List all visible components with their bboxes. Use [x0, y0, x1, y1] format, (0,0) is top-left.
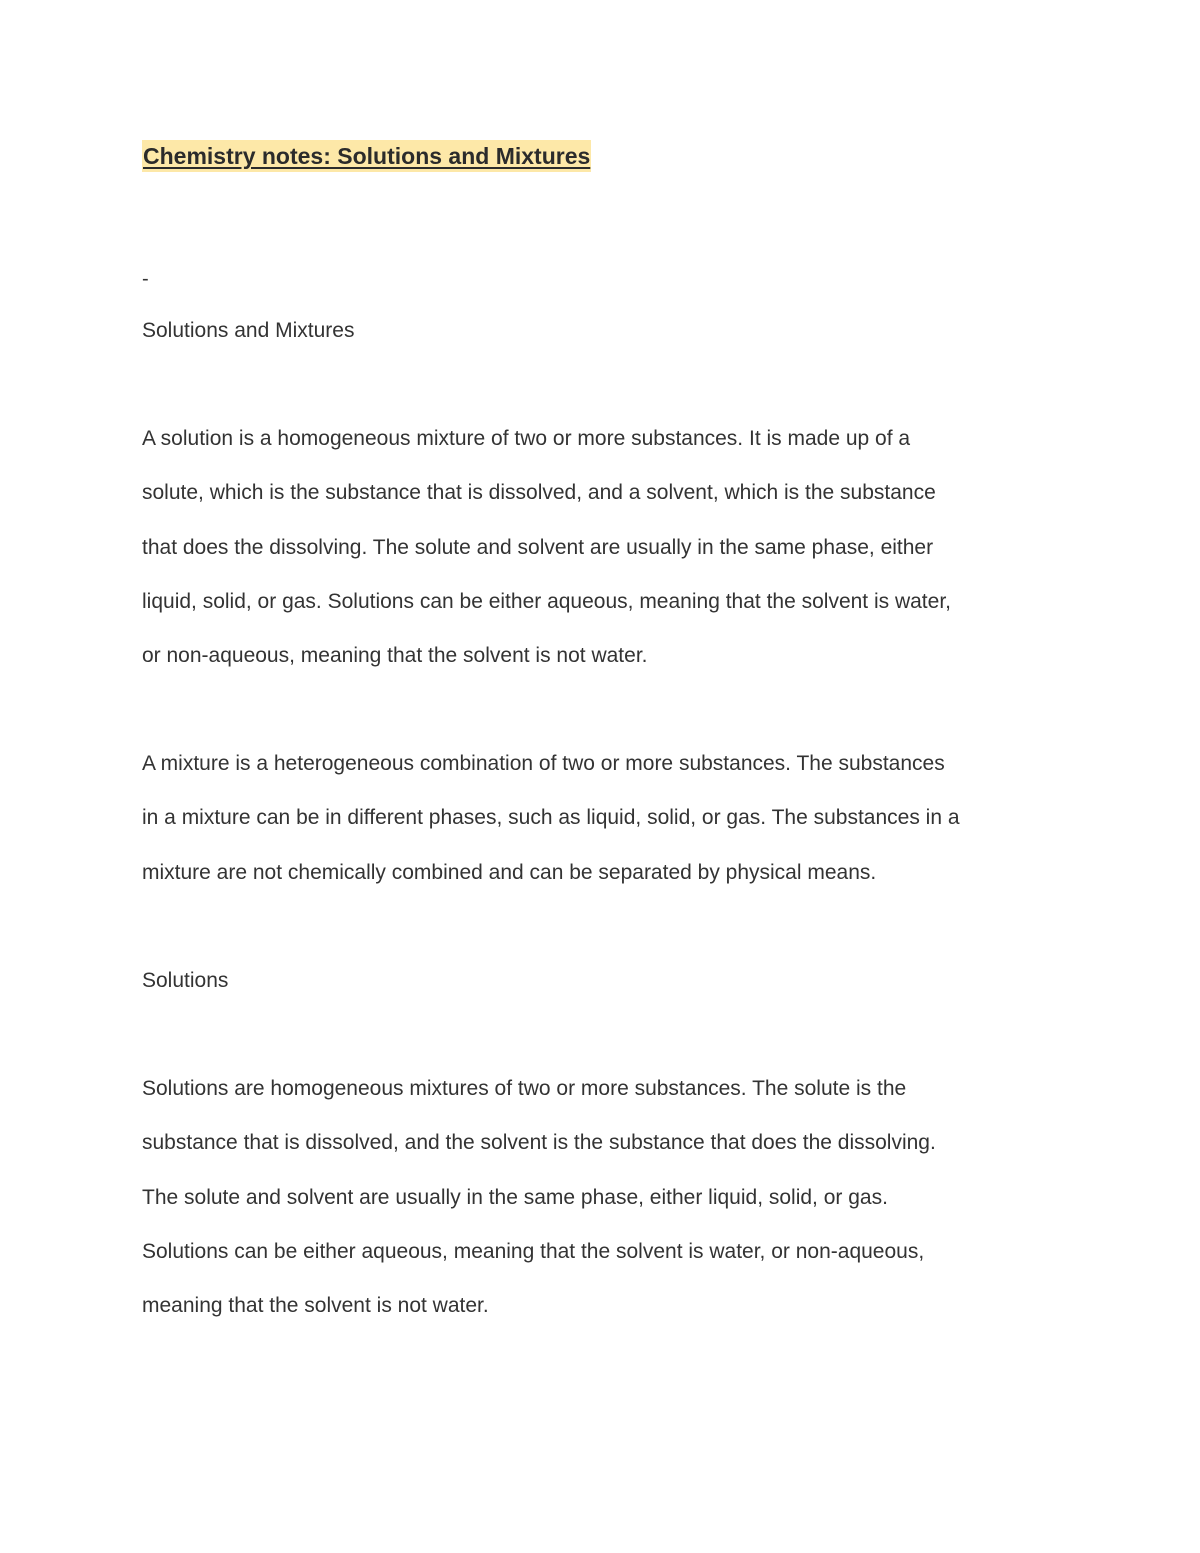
- heading-solutions-and-mixtures: Solutions and Mixtures: [142, 319, 355, 342]
- paragraph-line: The solute and solvent are usually in the same phase, either liquid, solid, or gas.: [142, 1185, 888, 1209]
- paragraph-line: or non-aqueous, meaning that the solvent is not water.: [142, 644, 648, 668]
- paragraph-line: mixture are not chemically combined and can be separated by physical means.: [142, 860, 877, 884]
- paragraph-line: substance that is dissolved, and the solvent is the substance that does the dissolving.: [142, 1131, 936, 1155]
- paragraph-line: A solution is a homogeneous mixture of two or more substances. It is made up of a: [142, 427, 911, 450]
- paragraph-line: in a mixture can be in different phases, such as liquid, solid, or gas. The substances in a: [142, 806, 960, 830]
- separator-dash: -: [142, 268, 149, 290]
- document-title: Chemistry notes: Solutions and Mixtures: [142, 140, 591, 172]
- paragraph-line: A mixture is a heterogeneous combination of two or more substances. The substances: [142, 752, 945, 775]
- paragraph-line: solute, which is the substance that is dissolved, and a solvent, which is the substance: [142, 481, 936, 505]
- paragraph-line: liquid, solid, or gas. Solutions can be either aqueous, meaning that the solvent is water,: [142, 589, 951, 613]
- paragraph-mixture-definition: [142, 737, 1072, 900]
- paragraph-line: Solutions are homogeneous mixtures of two or more substances. The solute is the: [142, 1077, 907, 1100]
- heading-solutions: Solutions: [142, 969, 229, 992]
- paragraph-solution-definition: [142, 412, 1072, 683]
- paragraph-line: Solutions can be either aqueous, meaning that the solvent is water, or non-aqueous,: [142, 1239, 925, 1263]
- paragraph-solutions-detail: [142, 1062, 1072, 1333]
- paragraph-line: meaning that the solvent is not water.: [142, 1294, 489, 1318]
- paragraph-line: that does the dissolving. The solute and solvent are usually in the same phase, either: [142, 535, 934, 559]
